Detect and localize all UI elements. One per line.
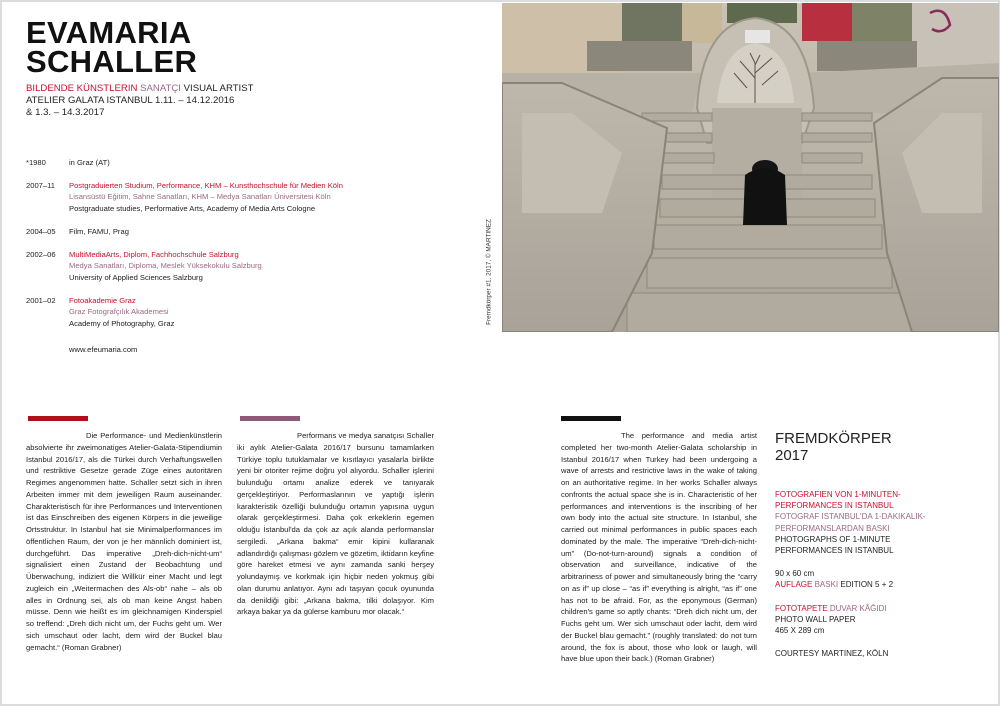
cv-entry	[26, 180, 466, 215]
work-medium	[775, 489, 995, 556]
wallpaper-de: FOTOTAPETE	[775, 603, 828, 613]
cv-year: *1980	[26, 158, 46, 167]
work-dimensions	[775, 568, 995, 590]
photo-caption	[479, 202, 499, 342]
medium-de-1: FOTOGRAFIEN VON 1-MINUTEN-	[775, 490, 901, 499]
cv-text-en: University of Applied Sciences Salzburg	[69, 272, 203, 282]
photo-caption-text: Fremdkörper #1, 2017, © MARTINEZ	[485, 219, 493, 325]
text-column-en	[561, 430, 757, 665]
cv-entry	[26, 226, 466, 238]
cv-year: 2007–11	[26, 180, 55, 190]
text-de: Die Performance- und Medienkünstlerin absolvierte ihr zweimonatiges Atelier-Galata-Stipendiumin Istanbul 2016/17, als die Türkei durch Verhaftungswellen und restriktive Gesetze gerade Züge eines autoritären Regimes angenommen hatte. Schaller setzt sich in ihren Arbeiten immer mit dem jeweiligen Raum auseinander. Charakteristisch für ihre Performances und Interventionen ist das Einschreiben des eigenen Körpers in die jeweilige Ortsstruktur. In Istanbul hat sie Minimalperformances im öffentlichen Raum, der von je her männlich dominiert ist, durchgeführt. Das imperative „Dreh-dich-nicht-um“ signalisiert einen Zustand der Beobachtung und Überwachung, indiziert die Willkür einer Macht und legt zugleich ein „Weitermachen des Als-ob“ nahe – als ob alles in Ordnung sei, als ob man keine Angst haben müsse. Denn wie heißt es im gleichnamigen Kinderspiel so treffend: „Dreh dich nicht um, der Fuchs geht um. Wer sich umschaut oder lacht, dem wird der Buckel blau gemacht.“ (Roman Grabner)	[26, 431, 222, 652]
cv-entry	[26, 295, 466, 330]
work-info	[775, 430, 995, 659]
cv-year: 2001–02	[26, 295, 56, 305]
work-size: 90 x 60 cm	[775, 569, 815, 579]
role-tr: SANATÇI	[140, 83, 181, 94]
wallpaper-en: PHOTO WALL PAPER	[775, 614, 856, 624]
cv-born	[26, 157, 466, 169]
cv-text-en: in Graz (AT)	[69, 158, 110, 167]
work-title: FREMDKÖRPER	[775, 430, 892, 447]
color-bar-en	[561, 416, 621, 421]
medium-tr-2: PERFORMANSLARDAN BASKI	[775, 523, 890, 533]
cv-entry	[26, 249, 466, 284]
artwork-photo	[502, 3, 999, 332]
residency-line-2: & 1.3. – 14.3.2017	[26, 107, 105, 118]
staircase-photo-illustration	[502, 3, 999, 332]
cv-text-en: Academy of Photography, Graz	[69, 319, 175, 329]
wallpaper-tr: DUVAR KÂĞIDI	[829, 603, 887, 613]
wallpaper-size: 465 X 289 cm	[775, 626, 825, 636]
edition-de: AUFLAGE	[775, 580, 813, 590]
cv-text-en: Postgraduate studies, Performative Arts, Academy of Media Arts Cologne	[69, 204, 316, 214]
medium-en-2: PERFORMANCES IN ISTANBUL	[775, 546, 894, 556]
color-bar-de	[28, 416, 88, 421]
cv-section	[26, 157, 466, 355]
cv-text-de: Postgraduierten Studium, Performance, KHM – Kunsthochschule für Medien Köln	[69, 180, 343, 190]
cv-text-tr: Medya Sanatları, Diploma, Meslek Yüksekokulu Salzburg	[69, 261, 262, 271]
artist-first-name: EVAMARIA	[26, 15, 192, 50]
text-tr: Performans ve medya sanatçısı Schaller iki aylık Atelier-Galata 2016/17 bursunu tamamlarken Türkiye toplu tutuklamalar ve kısıtlayıcı yasalarla birlikte yeni bir otoriter rejime doğru yol alıyordu. Schaller işlerini bulunduğu ortamı analize ederek ve tanıyarak gerçekleştiriyor. Performaslarının ve yaptığı işlerin karakteristik özelliği bulunduğu ortamın yapısına uygun olarak gerçekleştirmesi. Daha çok erkeklerin egemen olduğu İstanbul'da da çok az açık alanda performanslar sergiledi. „Arkana bakma“ emir kipini kullaranak adlandırdığı çalışması gözlem ve gözetim, iktidarın keyfine göre hareket etmesi ve aynı zamanda sanki herşey yolundaymış ve korkmak için hiçbir neden yokmuş gibi olan durumu anlatıyor. Aynı adı taşıyan çocuk oyununda da denildiği gibi: „Arkana bakma, tilki dolaşıyor. Kim arkaya bakar ya da gülerse kamburu mor olacak.“	[237, 431, 434, 617]
medium-de-2: PERFORMANCES IN ISTANBUL	[775, 501, 894, 511]
medium-en-1: PHOTOGRAPHS OF 1-MINUTE	[775, 534, 891, 544]
artist-last-name: SCHALLER	[26, 44, 198, 79]
text-en: The performance and media artist completed her two-month Atelier-Galata scholarship in Istanbul 2016/17 when Turkey had been undergoing a wave of arrests and restrictive laws in the wake of taking on an authoritative regime. In her works Schaller always confronts the actual space she is in. Characteristic of her performances and interventions is the inscribing of her own body into the actual site structure. In Istanbul, she carried out minimal performances in public spaces each dominated by the male. The imperative “Dreh-dich-nicht-um” (Do-not-turn-around) signals a condition of observation and surveillance, indicative of the arbitrariness of power and simultaneously bring the “carry on as if” up close – “as if” everything is alright, “as if” one has not to be afraid. For, as the eponymous (German) children's game so aptly chants: “Dreh dich nicht um, der Fuchs geht um. Wer sich umschaut oder lacht, dem wird der Buckel blau gemacht.” (roughly translated: do not turn around, the fox is about, those who look or laugh, will have blue upon their back.) (Roman Grabner)	[561, 431, 757, 664]
role-de: BILDENDE KÜNSTLERIN	[26, 83, 138, 94]
edition-en: EDITION 5 + 2	[840, 580, 894, 590]
medium-tr-1: FOTOGRAF ISTANBUL'DA 1-DAKIKALIK-	[775, 512, 926, 522]
artist-subtitle	[26, 83, 286, 119]
cv-text-tr: Graz Fotografçılık Akademesi	[69, 307, 169, 317]
text-column-de	[26, 430, 222, 653]
cv-text-tr: Lisansüstü Eğitim, Sahne Sanatları, KHM – Medya Sanatları Üniversitesi Köln	[69, 192, 331, 202]
work-edition	[775, 579, 995, 590]
cv-text-de: MultiMediaArts, Diplom, Fachhochschule Salzburg	[69, 249, 239, 259]
website-link[interactable]: www.efeumaria.com	[69, 344, 138, 354]
cv-year: 2002–06	[26, 249, 56, 259]
edition-tr: BASKI	[814, 580, 839, 590]
role-en: VISUAL ARTIST	[183, 83, 254, 94]
artist-name	[26, 15, 198, 79]
cv-year: 2004–05	[26, 226, 56, 236]
color-bar-tr	[240, 416, 300, 421]
residency-line-1: ATELIER GALATA ISTANBUL 1.11. – 14.12.2016	[26, 95, 235, 106]
cv-text-de: Fotoakademie Graz	[69, 295, 136, 305]
text-column-tr	[237, 430, 434, 618]
wallpaper-label	[775, 603, 995, 614]
work-wallpaper	[775, 603, 995, 637]
artist-role-line	[26, 83, 286, 95]
cv-text-en: Film, FAMU, Prag	[69, 226, 129, 236]
work-courtesy: COURTESY MARTINEZ, KÖLN	[775, 649, 889, 659]
work-year: 2017	[775, 447, 809, 464]
